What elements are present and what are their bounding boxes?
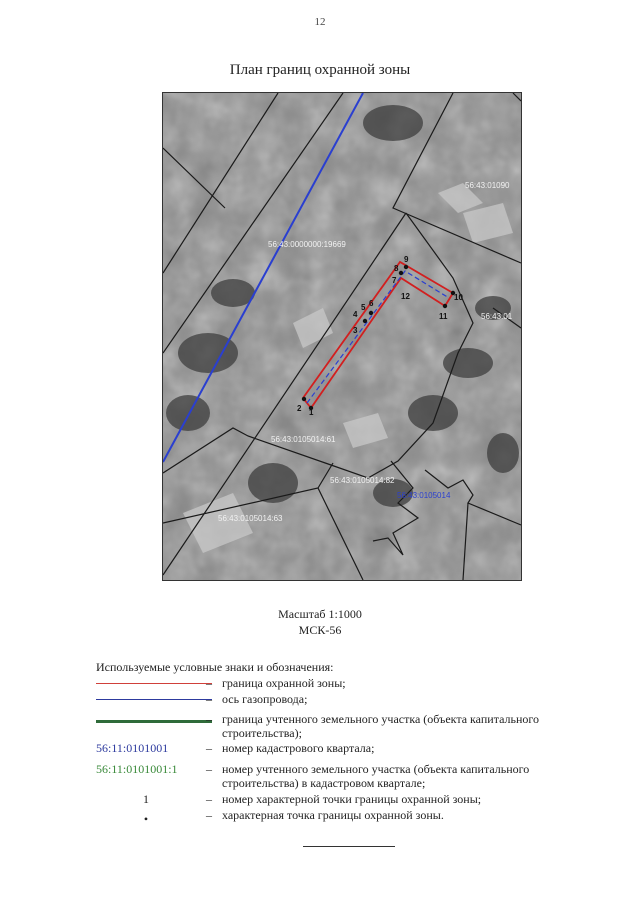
footer-rule — [303, 846, 395, 847]
zone-point — [363, 319, 367, 323]
legend-dash: – — [206, 692, 212, 706]
legend-dash: – — [206, 741, 212, 755]
parcel-label: 56:43:0105014:61 — [271, 435, 336, 444]
zone-point — [302, 397, 306, 401]
point-number: 6 — [369, 299, 374, 308]
quarter-label: 56:43:0105014 — [397, 491, 451, 500]
legend-text: характерная точка границы охранной зоны. — [222, 808, 444, 822]
blue-line-symbol — [96, 699, 212, 700]
green-line-symbol — [96, 720, 212, 723]
point-number: 8 — [394, 264, 399, 273]
legend-heading: Используемые условные знаки и обозначения: — [96, 660, 334, 674]
point-number: 1 — [309, 408, 314, 417]
coordinate-system: МСК-56 — [298, 623, 342, 637]
legend-text: граница учтенного земельного участка (объекта капитального строительства); — [222, 712, 540, 740]
parcel-label: 56:43:0105014:63 — [218, 514, 283, 523]
point-number: 10 — [454, 293, 463, 302]
point-number: 7 — [392, 276, 397, 285]
legend-dash: – — [206, 676, 212, 690]
plan-title: План границ охранной зоны — [229, 62, 411, 78]
parcel-label: 56:43:01090 — [465, 181, 510, 190]
zone-point — [404, 265, 408, 269]
map-canvas — [163, 93, 521, 580]
scale-block — [0, 606, 640, 638]
red-line-symbol — [96, 683, 212, 684]
legend-text: номер кадастрового квартала; — [222, 741, 375, 755]
point-number: 4 — [353, 310, 358, 319]
point-number: 2 — [297, 404, 302, 413]
legend-text: номер учтенного земельного участка (объекта капитального строительства) в кадастровом квартале; — [222, 762, 530, 790]
parcel-label: 56:43:0105014:82 — [330, 476, 395, 485]
legend-text: ось газопровода; — [222, 692, 308, 706]
legend-text: номер характерной точки границы охранной зоны; — [222, 792, 482, 806]
point-number: 3 — [353, 326, 358, 335]
legend-dash: – — [206, 762, 212, 776]
zone-point — [443, 304, 447, 308]
legend-dash: – — [206, 792, 212, 806]
point-number: 9 — [404, 255, 409, 264]
page-number: 12 — [314, 16, 326, 28]
point-dot-sample: • — [143, 812, 149, 826]
scale-text: Масштаб 1:1000 — [278, 607, 362, 621]
aerial-map — [162, 92, 522, 581]
legend-dash: – — [206, 808, 212, 822]
legend-text: граница охранной зоны; — [222, 676, 346, 690]
zone-point — [369, 311, 373, 315]
zone-point — [399, 271, 403, 275]
legend-dash: – — [206, 712, 212, 726]
point-number: 11 — [439, 312, 448, 321]
point-number: 12 — [401, 292, 410, 301]
parcel-number-sample: 56:11:0101001:1 — [96, 762, 178, 776]
quarter-number-sample: 56:11:0101001 — [96, 741, 169, 755]
point-number-sample: 1 — [143, 792, 149, 806]
point-number: 5 — [361, 303, 366, 312]
parcel-label: 56:43:0000000:19669 — [268, 240, 346, 249]
parcel-label: 56:43:01 — [481, 312, 513, 321]
